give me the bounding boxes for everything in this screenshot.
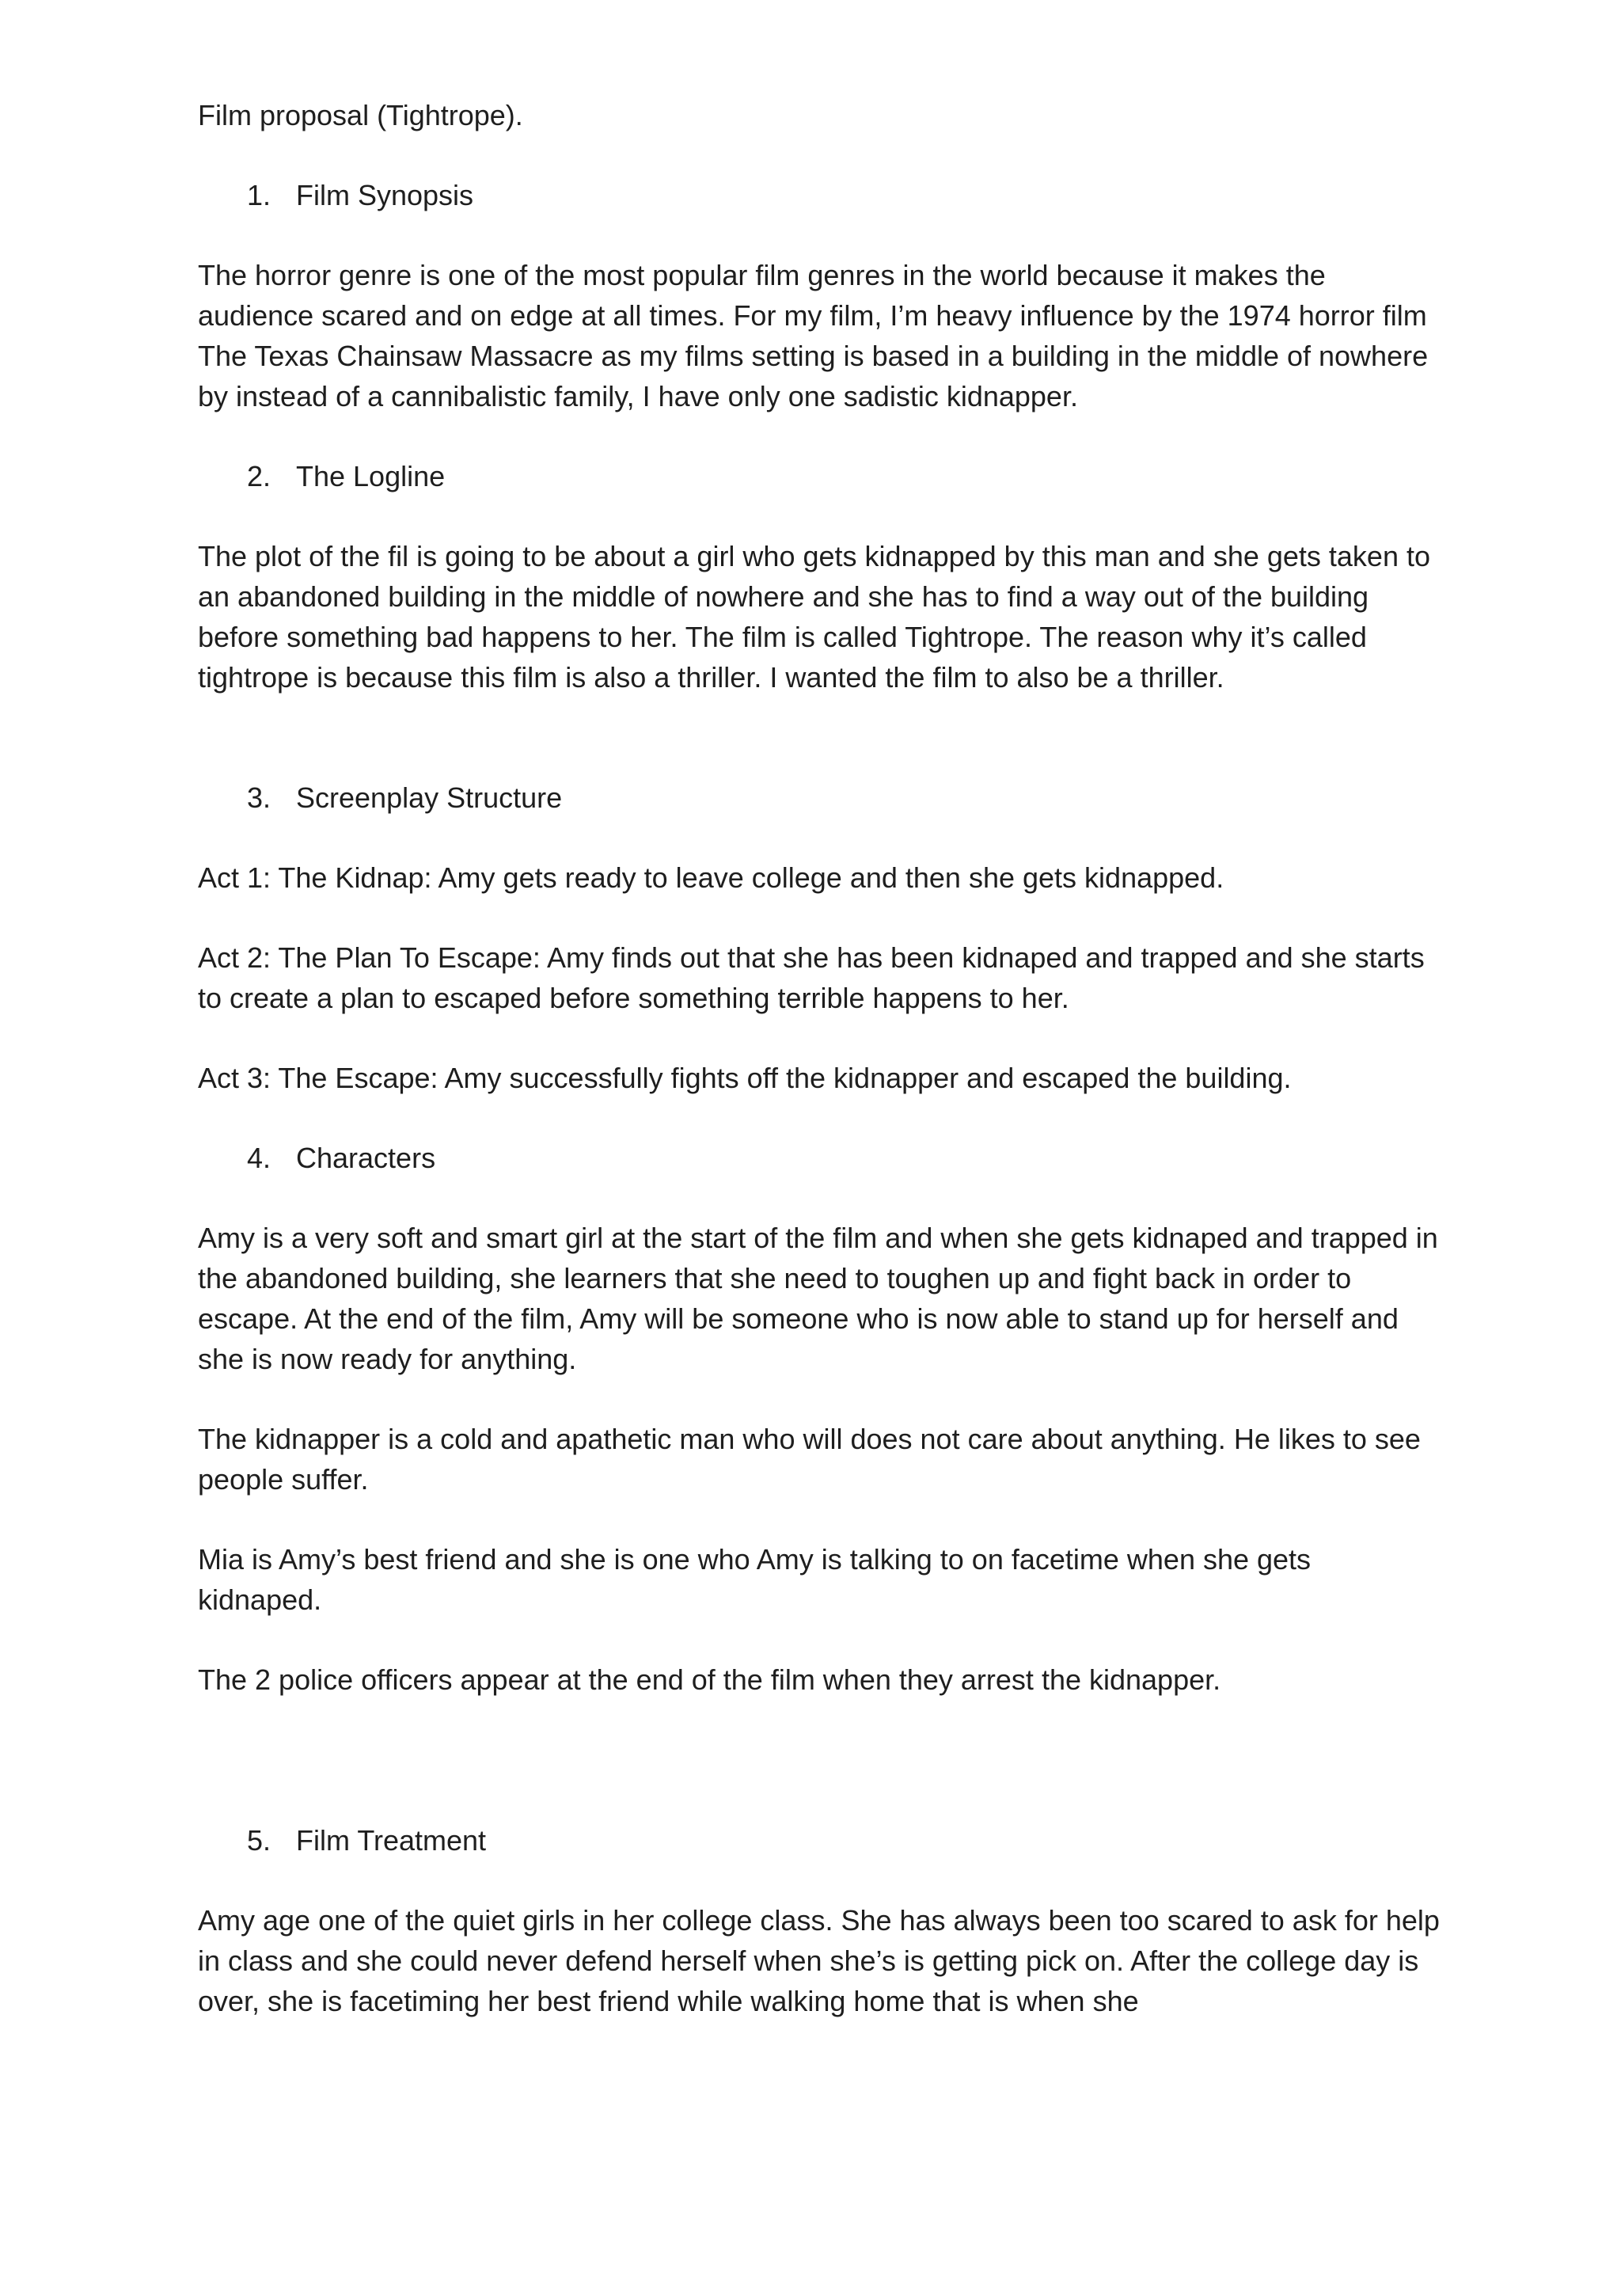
section-heading-text: Screenplay Structure bbox=[296, 781, 563, 814]
section-number: 2. bbox=[247, 460, 271, 492]
character-police-paragraph: The 2 police officers appear at the end of the film when they arrest the kidnapper. bbox=[198, 1663, 1221, 1696]
section-heading-text: Film Synopsis bbox=[296, 179, 474, 211]
character-amy-paragraph: Amy is a very soft and smart girl at the start of the film and when she gets kidnaped and trapped in the abandoned building, she learners that she need to toughen up and fight back in order to escape. At the end of the film, Amy will be someone who is now able to stand up for herself and she is now ready for anything. bbox=[198, 1222, 1438, 1375]
act-2-paragraph: Act 2: The Plan To Escape: Amy finds out that she has been kidnaped and trapped and she starts to create a plan to escaped before something terrible happens to her. bbox=[198, 941, 1425, 1014]
section-heading-text: Film Treatment bbox=[296, 1824, 487, 1857]
section-number: 5. bbox=[247, 1824, 271, 1857]
section-heading-screenplay-structure bbox=[247, 777, 1441, 818]
logline-paragraph: The plot of the fil is going to be about a girl who gets kidnapped by this man and she gets taken to an abandoned building in the middle of nowhere and she has to find a way out of the building before something bad happens to her. The film is called Tightrope. The reason why it’s called tightrope is because this film is also a thriller. I wanted the film to also be a thriller. bbox=[198, 540, 1430, 694]
section-number: 4. bbox=[247, 1142, 271, 1174]
section-heading-film-synopsis bbox=[247, 175, 1441, 215]
synopsis-paragraph: The horror genre is one of the most popular film genres in the world because it makes the audience scared and on edge at all times. For my film, I’m heavy influence by the 1974 horror film The Texas Chainsaw Massacre as my films setting is based in a building in the middle of nowhere by instead of a cannibalistic family, I have only one sadistic kidnapper. bbox=[198, 259, 1429, 412]
act-1-paragraph: Act 1: The Kidnap: Amy gets ready to leave college and then she gets kidnapped. bbox=[198, 861, 1224, 894]
character-kidnapper-paragraph: The kidnapper is a cold and apathetic man who will does not care about anything. He likes to see people suffer. bbox=[198, 1423, 1421, 1496]
document-body bbox=[198, 95, 1441, 2061]
section-heading-characters bbox=[247, 1138, 1441, 1178]
act-3-paragraph: Act 3: The Escape: Amy successfully fights off the kidnapper and escaped the building. bbox=[198, 1062, 1292, 1094]
document-title: Film proposal (Tightrope). bbox=[198, 99, 523, 131]
section-heading-text: The Logline bbox=[296, 460, 446, 492]
section-number: 1. bbox=[247, 179, 271, 211]
section-number: 3. bbox=[247, 781, 271, 814]
treatment-paragraph: Amy age one of the quiet girls in her college class. She has always been too scared to ask for help in class and she could never defend herself when she’s is getting pick on. After the college day is over, she is facetiming her best friend while walking home that is when she bbox=[198, 1904, 1440, 2017]
section-heading-logline bbox=[247, 456, 1441, 496]
section-heading-film-treatment bbox=[247, 1820, 1441, 1861]
character-mia-paragraph: Mia is Amy’s best friend and she is one who Amy is talking to on facetime when she gets kidnaped. bbox=[198, 1543, 1312, 1616]
section-heading-text: Characters bbox=[296, 1142, 436, 1174]
